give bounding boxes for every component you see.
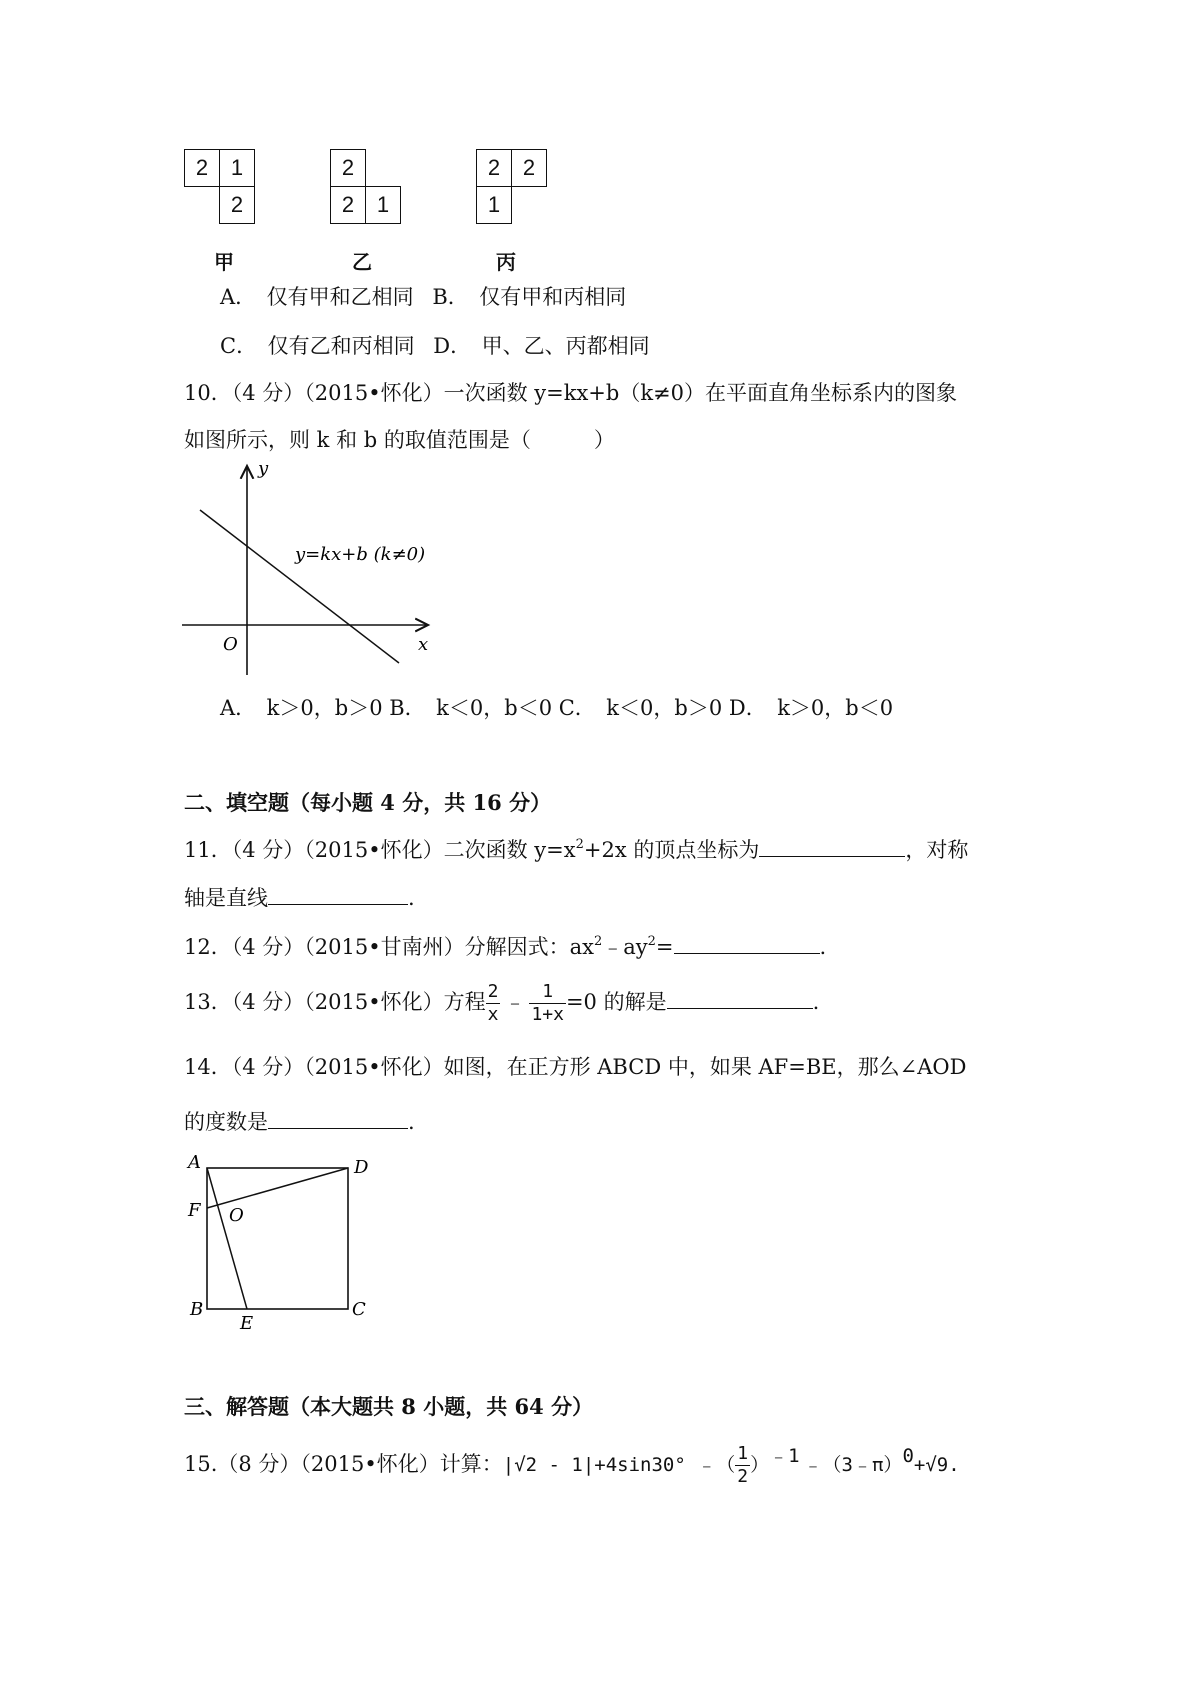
q10-stem-line1: 10．（4 分）（2015•怀化）一次函数 y=kx+b（k≠0）在平面直角坐标系内的图象: [184, 381, 958, 405]
y-axis-label: y: [258, 460, 269, 479]
option-d: D． 甲、乙、丙都相同: [433, 334, 650, 358]
option-a: A． 仅有甲和乙相同: [220, 285, 414, 309]
superscript: 2: [647, 934, 656, 949]
q11-line1: [184, 835, 968, 865]
fraction: [735, 1443, 750, 1488]
q11-text: .: [408, 886, 415, 910]
numerator: 1: [737, 1443, 749, 1464]
q12-text: .: [819, 935, 827, 959]
option-b: B． 仅有甲和丙相同: [432, 285, 627, 309]
label-a: A: [188, 1152, 201, 1173]
denominator: x: [487, 1004, 499, 1025]
answer-blank[interactable]: [268, 884, 408, 905]
q11-text: +2x 的顶点坐标为: [583, 838, 760, 862]
answer-blank[interactable]: [268, 1108, 408, 1129]
section-2-title: 二、填空题（每小题 4 分，共 16 分）: [184, 790, 552, 815]
numerator: 1: [529, 981, 566, 1004]
section-3-title: 三、解答题（本大题共 8 小题，共 64 分）: [184, 1394, 594, 1419]
q12-text: ﹣ay: [602, 935, 648, 959]
x-axis-label: x: [418, 634, 429, 655]
q13-text: ﹣: [504, 990, 526, 1014]
segment-fd: [207, 1168, 348, 1208]
label-o: O: [229, 1205, 244, 1226]
q15-expression: |√2 - 1|+4sin30° ﹣（: [502, 1454, 736, 1476]
square-abcd: [207, 1168, 348, 1309]
label-b: B: [190, 1299, 204, 1320]
q13-text: .: [812, 990, 820, 1014]
q11-line2: [184, 883, 415, 913]
grid-cell: 2: [219, 186, 255, 224]
grid-cell: 2: [476, 149, 512, 187]
q15-expression: ）: [750, 1454, 770, 1476]
figure-caption: 乙: [352, 250, 372, 274]
q14-text: 的度数是: [184, 1110, 268, 1134]
line-label: y=kx+b (k≠0): [295, 544, 426, 565]
grid-cell: 1: [476, 186, 512, 224]
q9-options-row2: [220, 331, 650, 361]
superscript: ﹣1: [769, 1445, 800, 1467]
figure-caption: 甲: [214, 250, 234, 274]
q11-text: ，对称: [905, 838, 969, 862]
answer-blank[interactable]: [759, 836, 905, 857]
q11-text: 轴是直线: [184, 886, 268, 910]
numerator: 2: [487, 981, 499, 1002]
q10-options: A． k＞0，b＞0 B． k＜0，b＜0 C． k＜0，b＞0 D． k＞0，b＜0: [220, 696, 894, 720]
figure-caption: 丙: [496, 250, 516, 274]
q10-graph: [170, 460, 450, 685]
q13-text: =0 的解是: [565, 990, 667, 1014]
label-d: D: [354, 1157, 369, 1178]
superscript: 0: [902, 1445, 914, 1467]
grid-cell: 1: [219, 149, 255, 187]
q9-options-row1: [220, 282, 626, 312]
denominator: 2: [737, 1466, 749, 1487]
q10-stem-line2: 如图所示，则 k 和 b 的取值范围是（ ）: [184, 428, 615, 452]
q15-expression: +√9.: [913, 1454, 960, 1476]
label-e: E: [240, 1313, 254, 1334]
q15-line: [184, 1440, 960, 1489]
grid-cell: 2: [330, 186, 366, 224]
q13-line: [184, 978, 819, 1026]
q11-text: 11．（4 分）（2015•怀化）二次函数 y=x: [184, 838, 576, 862]
q15-expression: ﹣（3﹣π）: [803, 1454, 903, 1476]
q14-text: .: [408, 1110, 415, 1134]
label-f: F: [188, 1200, 201, 1221]
grid-cell: 2: [184, 149, 220, 187]
q12-line: [184, 932, 826, 962]
grid-cell: 2: [330, 149, 366, 187]
fraction: [486, 981, 501, 1026]
q14-square-figure: [180, 1148, 390, 1338]
q14-line1: 14．（4 分）（2015•怀化）如图，在正方形 ABCD 中，如果 AF=BE，那么∠AOD: [184, 1055, 967, 1079]
grid-cell: 2: [511, 149, 547, 187]
q12-text: =: [655, 935, 674, 959]
segment-ae: [207, 1168, 247, 1309]
q12-text: 12．（4 分）（2015•甘南州）分解因式：ax: [184, 935, 594, 959]
q15-text: 15.（8 分）（2015•怀化）计算：: [184, 1452, 503, 1476]
answer-blank[interactable]: [674, 933, 820, 954]
superscript: 2: [593, 934, 603, 949]
grid-cell: 1: [365, 186, 401, 224]
q13-text: 13．（4 分）（2015•怀化）方程: [184, 990, 486, 1014]
option-c: C． 仅有乙和丙相同: [220, 334, 415, 358]
q14-line2: [184, 1107, 415, 1137]
answer-blank[interactable]: [667, 988, 813, 1009]
superscript: 2: [575, 837, 584, 852]
fraction: [529, 981, 566, 1026]
label-c: C: [352, 1299, 366, 1320]
origin-label: O: [223, 634, 238, 655]
denominator: 1+x: [531, 1004, 564, 1025]
